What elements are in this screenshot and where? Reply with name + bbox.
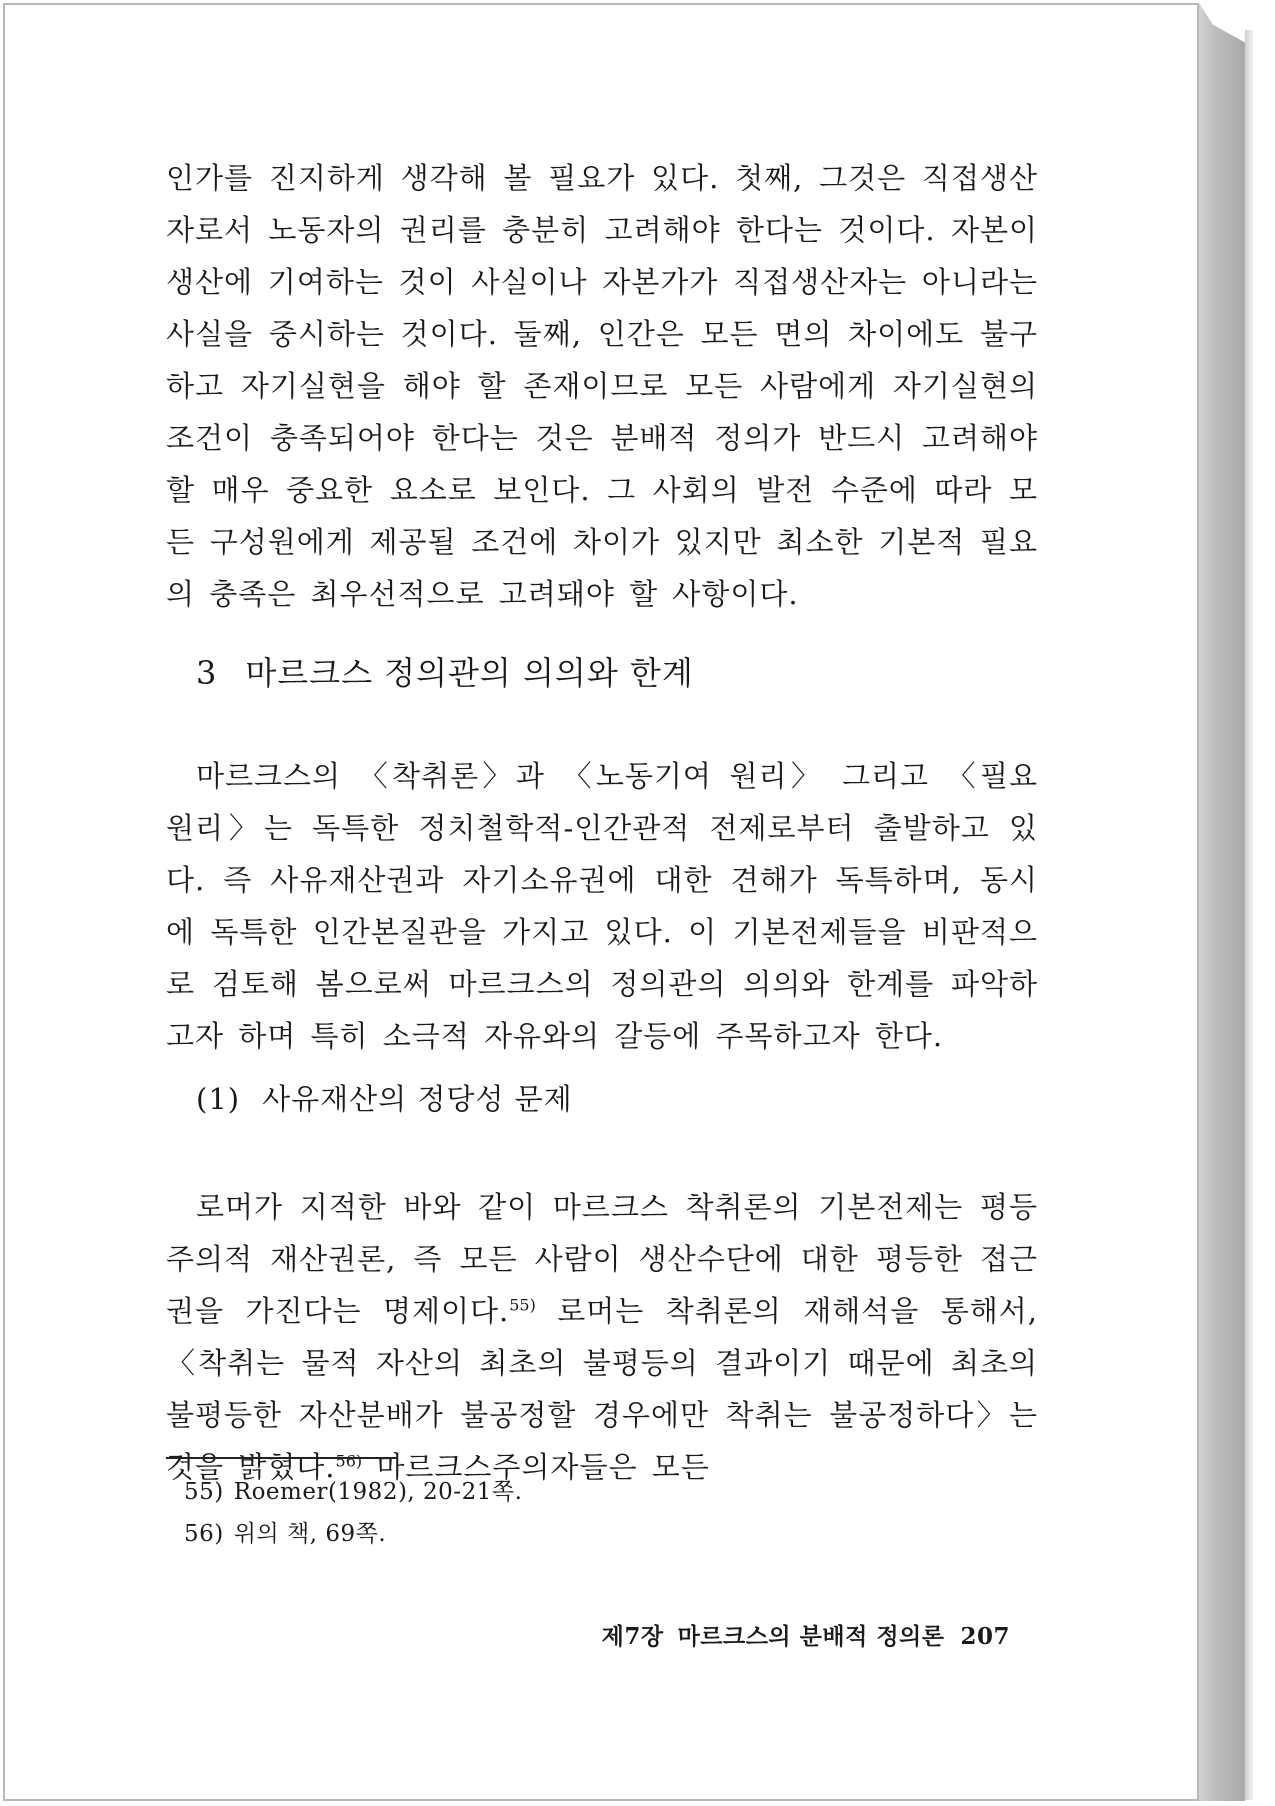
- footnote-reference-55[interactable]: 55): [509, 1295, 536, 1315]
- paragraph-text: 로머는 착취론의 재해석을 통해서, 〈착취는 물적 자산의 최초의 불평등의 결과이기 때문에 최초의 불평등한 자산분배가 불공정할 경우에만 착취는 불공정하다〉는 것을 밝혔다.: [166, 1294, 1038, 1484]
- chapter-title: 마르크스의 분배적 정의론: [677, 1623, 945, 1650]
- footnote-56: [184, 1515, 386, 1548]
- paragraph-continued: 인가를 진지하게 생각해 볼 필요가 있다. 첫째, 그것은 직접생산자로서 노동자의 권리를 충분히 고려해야 한다는 것이다. 자본이 생산에 기여하는 것이 사실이나 자본가가 직접생산자는 아니라는 사실을 중시하는 것이다. 둘째, 인간은 모든 면의 차이에도 불구하고 자기실현을 해야 할 존재이므로 모든 사람에게 자기실현의 조건이 충족되어야 한다는 것은 분배적 정의가 반드시 고려해야 할 매우 중요한 요소로 보인다. 그 사회의 발전 수준에 따라 모든 구성원에게 제공될 조건에 차이가 있지만 최소한 기본적 필요의 충족은 최우선적으로 고려돼야 할 사항이다.: [166, 161, 1038, 611]
- section-number: 3: [196, 654, 218, 692]
- section-title: 마르크스 정의관의 의의와 한계: [245, 654, 694, 692]
- footnote-number: 55): [184, 1479, 224, 1505]
- paragraph-text: 마르크스주의자들은 모든: [362, 1450, 710, 1484]
- paragraph-property: [166, 1181, 1038, 1493]
- subsection-heading: [196, 1077, 573, 1118]
- page-edge-shadow: [1245, 30, 1253, 1800]
- footnote-text: Roemer(1982), 20-21쪽.: [233, 1479, 523, 1505]
- chapter-label: 제7장: [601, 1623, 664, 1650]
- footnote-reference-56[interactable]: 56): [335, 1451, 363, 1471]
- section-heading: [196, 648, 694, 694]
- subsection-title: 사유재산의 정당성 문제: [262, 1082, 573, 1116]
- page-edge: [1199, 3, 1245, 1801]
- page-number: 207: [960, 1623, 1010, 1650]
- subsection-number: (1): [196, 1082, 241, 1116]
- footnote-divider: [166, 1457, 398, 1459]
- footnote-55: [184, 1473, 522, 1506]
- paragraph-text: 로머가 지적한 바와 같이 마르크스 착취론의 기본전제는 평등주의적 재산권론, 즉 모든 사람이 생산수단에 대한 평등한 접근권을 가진다는 명제이다.: [166, 1190, 1038, 1328]
- paragraph-section-intro: 마르크스의 〈착취론〉과 〈노동기여 원리〉 그리고 〈필요 원리〉는 독특한 정치철학적-인간관적 전제로부터 출발하고 있다. 즉 사유재산권과 자기소유권에 대한 견해가 독특하며, 동시에 독특한 인간본질관을 가지고 있다. 이 기본전제들을 비판적으로 검토해 봄으로써 마르크스의 정의관의 의의와 한계를 파악하고자 하며 특히 소극적 자유와의 갈등에 주목하고자 한다.: [166, 759, 1038, 1053]
- running-footer: [420, 1618, 1010, 1651]
- footnote-text: 위의 책, 69쪽.: [233, 1521, 387, 1547]
- footnote-number: 56): [184, 1521, 224, 1547]
